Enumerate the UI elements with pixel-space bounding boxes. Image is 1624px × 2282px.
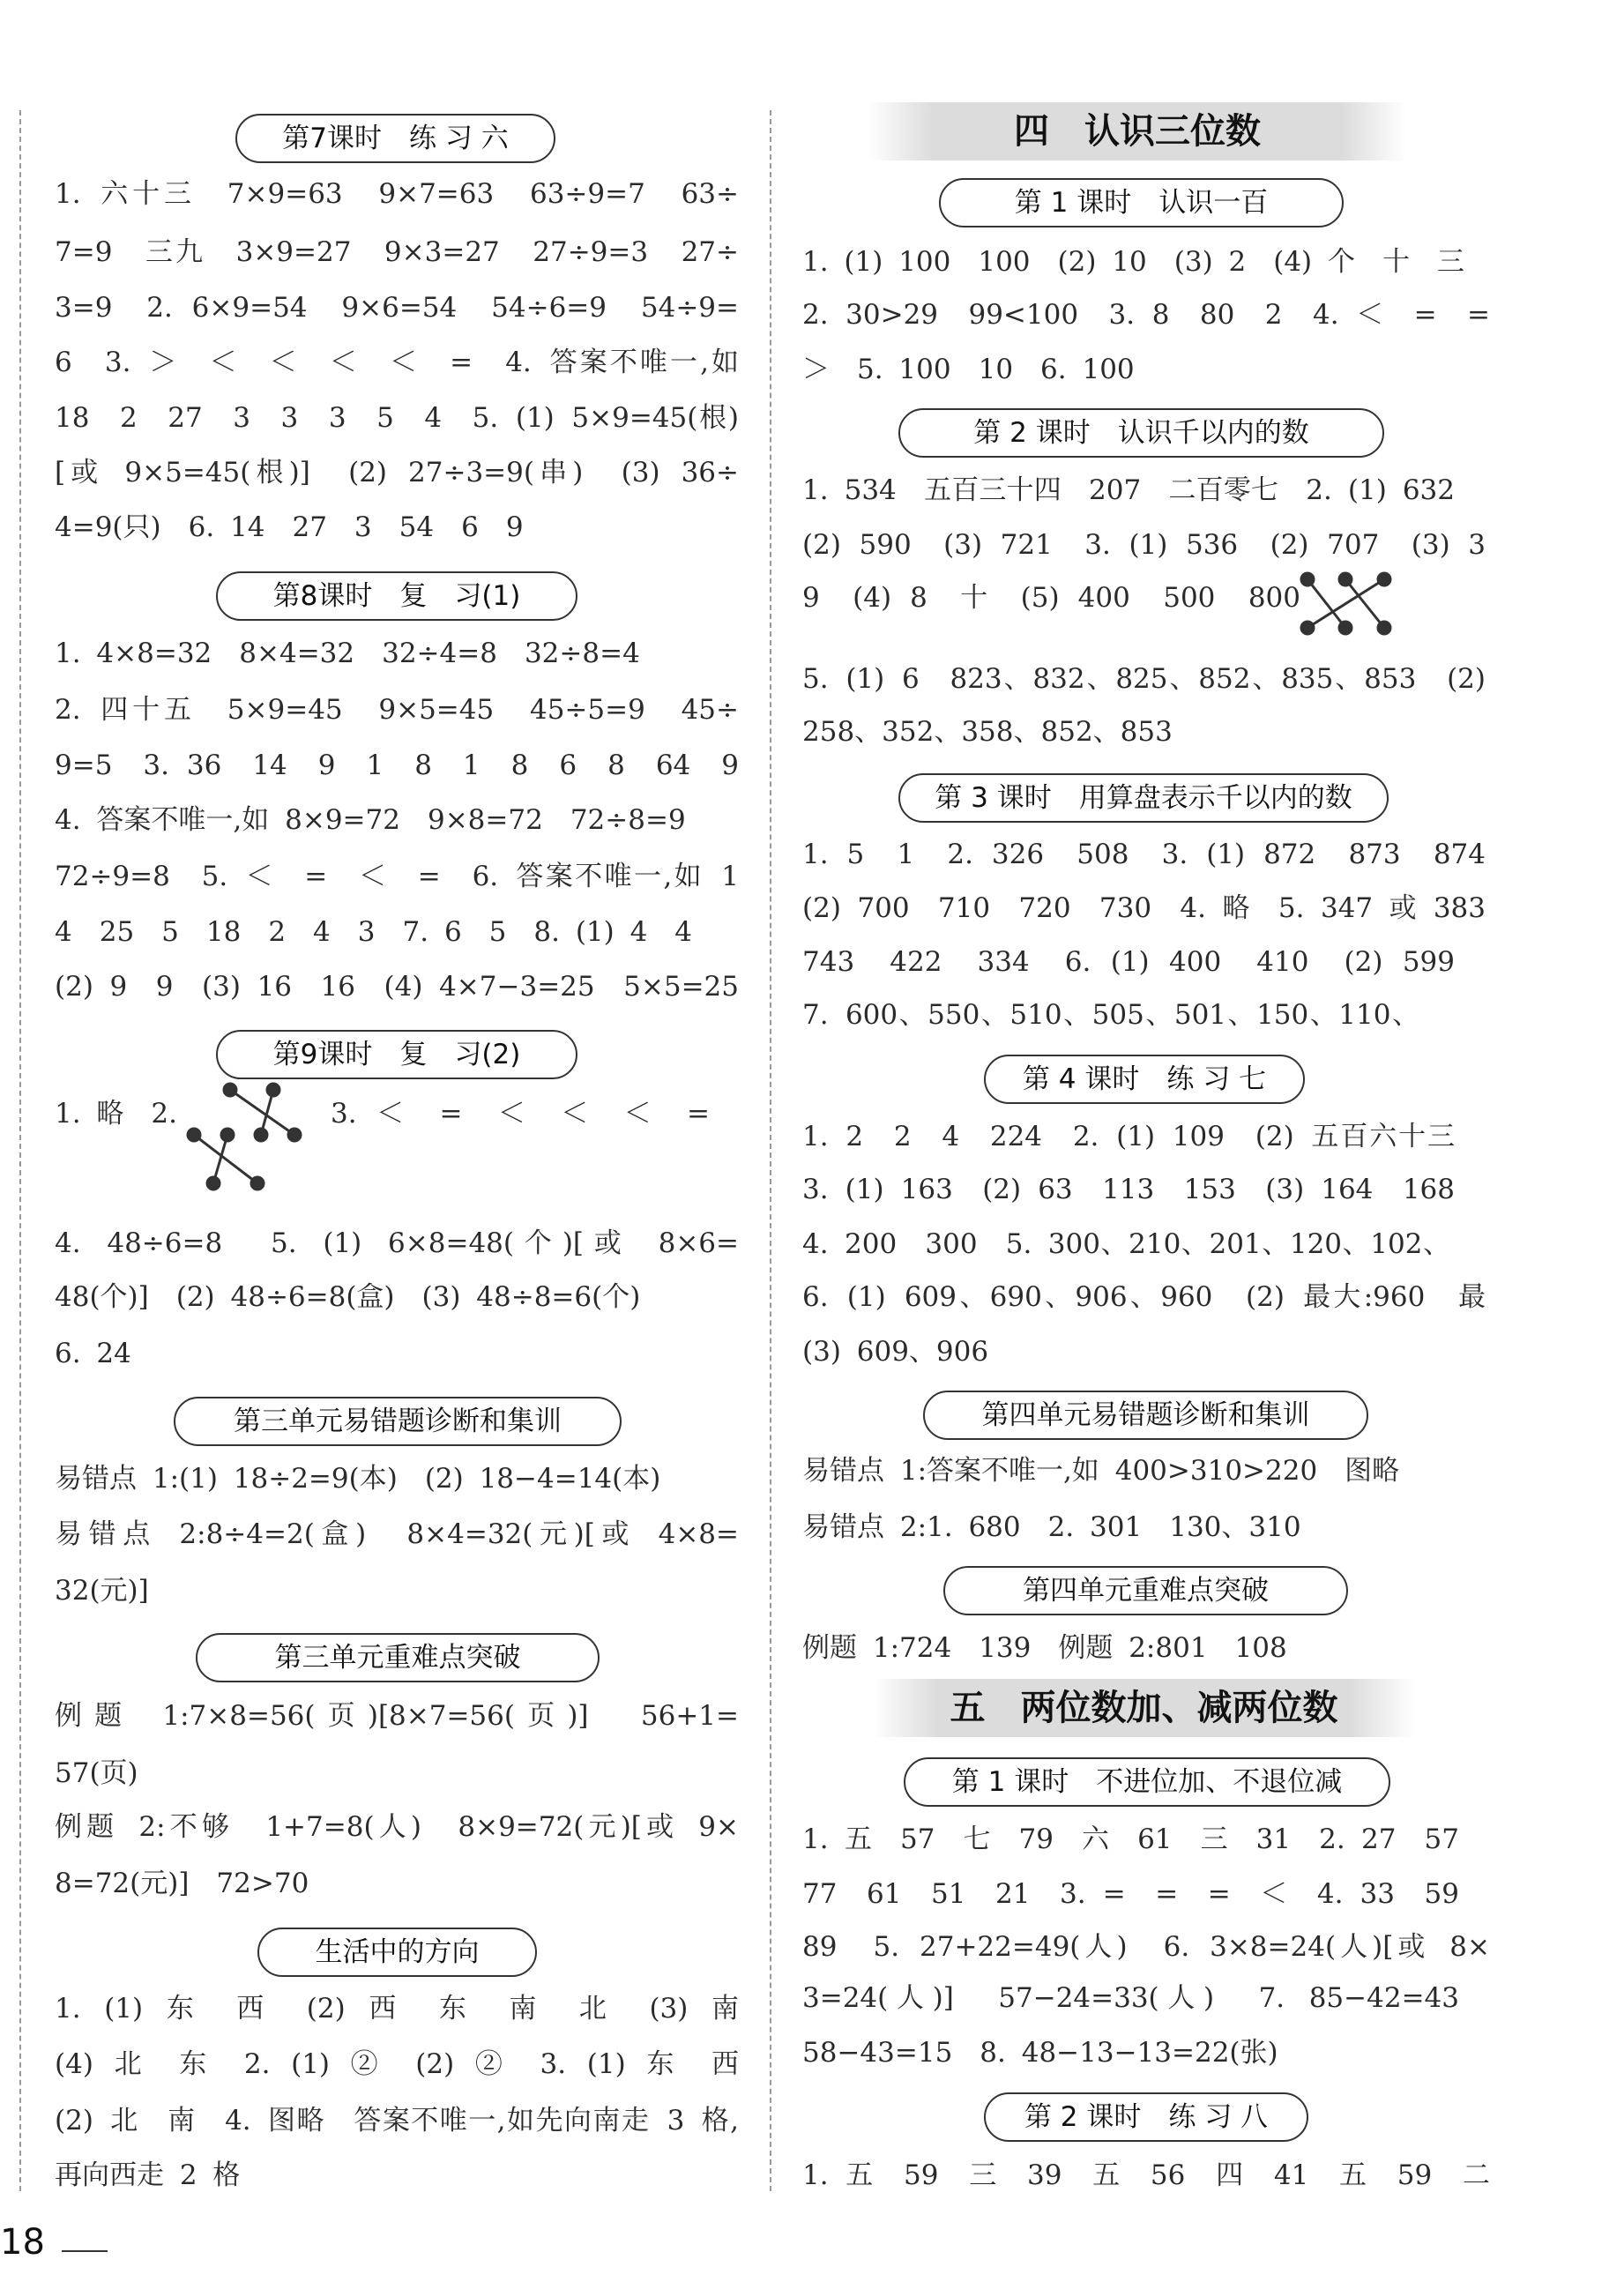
answer-line: 2. 30>29 99<100 3. 8 80 2 4. ＜ = = xyxy=(802,299,1490,331)
page-number: 18 xyxy=(0,2222,45,2263)
section-heading-r-lesson2: 第 2 课时 认识千以内的数 xyxy=(898,408,1384,458)
answer-line: 6 3. ＞ ＜ ＜ ＜ ＜ = 4. 答案不唯一,如 xyxy=(55,347,739,378)
answer-line: 3. ＜ = ＜ ＜ ＜ = xyxy=(331,1098,710,1130)
answer-line: (2) 700 710 720 730 4. 略 5. 347 或 383 xyxy=(802,892,1486,924)
answer-line: 4 25 5 18 2 4 3 7. 6 5 8. (1) 4 4 xyxy=(55,916,693,948)
answer-line: 1. 534 五百三十四 207 二百零七 2. (1) 632 xyxy=(802,474,1455,506)
answer-line: 4=9(只) 6. 14 27 3 54 6 9 xyxy=(55,511,524,543)
answer-line: ＞ 5. 100 10 6. 100 xyxy=(802,354,1135,385)
answer-line: 再向西走 2 格 xyxy=(55,2159,241,2191)
answer-line: [或 9×5=45(根)] (2) 27÷3=9(串) (3) 36÷ xyxy=(55,457,739,488)
answer-line: 7. 600、550、510、505、501、150、110、 xyxy=(802,999,1419,1031)
answer-line: 48(个)] (2) 48÷6=8(盒) (3) 48÷8=6(个) xyxy=(55,1281,641,1313)
answer-line: 77 61 51 21 3. = = = ＜ 4. 33 59 xyxy=(802,1878,1459,1910)
answer-line: 3=24(人)] 57−24=33(人) 7. 85−42=43 xyxy=(802,1982,1459,2014)
section-heading-r5-lesson1: 第 1 课时 不进位加、不退位减 xyxy=(904,1757,1390,1807)
answer-line: (3) 609、906 xyxy=(802,1336,989,1368)
answer-line: (4) 北 东 2. (1) ② (2) ② 3. (1) 东 西 xyxy=(55,2048,739,2080)
answer-line: 1. 五 59 三 39 五 56 四 41 五 59 二 xyxy=(802,2159,1490,2191)
answer-line: 例题 2:不够 1+7=8(人) 8×9=72(元)[或 9× xyxy=(55,1811,739,1843)
section-heading-directions: 生活中的方向 xyxy=(257,1928,537,1977)
answer-line: 743 422 334 6. (1) 400 410 (2) 599 xyxy=(802,946,1455,978)
answer-line: 2. 四十五 5×9=45 9×5=45 45÷5=9 45÷ xyxy=(55,694,739,726)
section-heading-unit3-errors: 第三单元易错题诊断和集训 xyxy=(174,1397,622,1446)
answer-line: 4. 48÷6=8 5. (1) 6×8=48(个)[或 8×6= xyxy=(55,1227,739,1259)
answer-line: 易错点 2:1. 680 2. 301 130、310 xyxy=(802,1511,1301,1543)
answer-line: 57(页) xyxy=(55,1757,138,1789)
section-heading-lesson7: 第7课时 练 习 六 xyxy=(235,114,555,163)
answer-line: 1. 六十三 7×9=63 9×7=63 63÷9=7 63÷ xyxy=(55,178,739,210)
answer-line: 32(元)] xyxy=(55,1575,149,1607)
answer-line: 3. (1) 163 (2) 63 113 153 (3) 164 168 xyxy=(802,1174,1455,1205)
answer-line: 72÷9=8 5. ＜ = ＜ = 6. 答案不唯一,如 1 xyxy=(55,861,739,892)
answer-line: 1. 5 1 2. 326 508 3. (1) 872 873 874 xyxy=(802,839,1486,870)
answer-line: 3=9 2. 6×9=54 9×6=54 54÷6=9 54÷9= xyxy=(55,292,739,324)
section-heading-unit4-errors: 第四单元易错题诊断和集训 xyxy=(923,1391,1368,1440)
answer-line: 1. 略 2. xyxy=(55,1098,178,1130)
answer-line: 18 2 27 3 3 3 5 4 5. (1) 5×9=45(根) xyxy=(55,402,739,434)
answer-line: 1. 4×8=32 8×4=32 32÷4=8 32÷8=4 xyxy=(55,638,640,669)
section-heading-unit4-key: 第四单元重难点突破 xyxy=(943,1566,1348,1615)
answer-line: 6. 24 xyxy=(55,1338,131,1369)
answer-line: 4. 答案不唯一,如 8×9=72 9×8=72 72÷8=9 xyxy=(55,804,686,836)
answer-line: 易错点 2:8÷4=2(盒) 8×4=32(元)[或 4×8= xyxy=(55,1518,739,1550)
answer-line: 例题 1:7×8=56(页)[8×7=56(页)] 56+1= xyxy=(55,1700,739,1732)
section-heading-unit3-key: 第三单元重难点突破 xyxy=(196,1633,600,1682)
section-heading-r-lesson3: 第 3 课时 用算盘表示千以内的数 xyxy=(898,773,1389,823)
section-heading-r-lesson1: 第 1 课时 认识一百 xyxy=(939,178,1344,227)
answer-line: 1. 2 2 4 224 2. (1) 109 (2) 五百六十三 xyxy=(802,1121,1455,1152)
unit-banner-5: 五 两位数加、减两位数 xyxy=(873,1679,1415,1737)
section-heading-r5-lesson2: 第 2 课时 练 习 八 xyxy=(984,2092,1308,2142)
answer-line: 89 5. 27+22=49(人) 6. 3×8=24(人)[或 8× xyxy=(802,1931,1490,1963)
answer-line: 7=9 三九 3×9=27 9×3=27 27÷9=3 27÷ xyxy=(55,236,739,268)
answer-line: 4. 200 300 5. 300、210、201、120、102、 xyxy=(802,1228,1450,1260)
answer-line: 1. (1) 100 100 (2) 10 (3) 2 (4) 个 十 三 xyxy=(802,246,1465,278)
answer-line: 5. (1) 6 823、832、825、852、835、853 (2) xyxy=(802,663,1486,695)
answer-line: 1. 五 57 七 79 六 61 三 31 2. 27 57 xyxy=(802,1823,1459,1855)
section-heading-lesson8: 第8课时 复 习(1) xyxy=(216,571,577,621)
answer-line: 例题 1:724 139 例题 2:801 108 xyxy=(802,1632,1287,1664)
answer-line: 258、352、358、852、853 xyxy=(802,716,1173,748)
unit-banner-4: 四 认识三位数 xyxy=(868,102,1406,160)
section-heading-lesson9: 第9课时 复 习(2) xyxy=(216,1030,577,1079)
answer-line: (2) 北 南 4. 图略 答案不唯一,如先向南走 3 格, xyxy=(55,2105,739,2137)
answer-line: 1. (1) 东 西 (2) 西 东 南 北 (3) 南 xyxy=(55,1993,739,2025)
answer-line: 易错点 1:答案不唯一,如 400>310>220 图略 xyxy=(802,1455,1400,1487)
answer-line: 58−43=15 8. 48−13−13=22(张) xyxy=(802,2037,1278,2069)
answer-line: 易错点 1:(1) 18÷2=9(本) (2) 18−4=14(本) xyxy=(55,1463,661,1495)
answer-line: 6. (1) 609、690、906、960 (2) 最大:960 最 xyxy=(802,1281,1486,1313)
section-heading-r-lesson4: 第 4 课时 练 习 七 xyxy=(984,1055,1305,1104)
answer-line: (2) 9 9 (3) 16 16 (4) 4×7−3=25 5×5=25 xyxy=(55,971,739,1003)
answer-line: (2) 590 (3) 721 3. (1) 536 (2) 707 (3) 3 xyxy=(802,529,1486,561)
answer-line: 9=5 3. 36 14 9 1 8 1 8 6 8 64 9 xyxy=(55,749,739,781)
answer-line: 9 (4) 8 十 (5) 400 500 800 xyxy=(802,582,1300,614)
answer-line: 8=72(元)] 72>70 xyxy=(55,1868,309,1899)
